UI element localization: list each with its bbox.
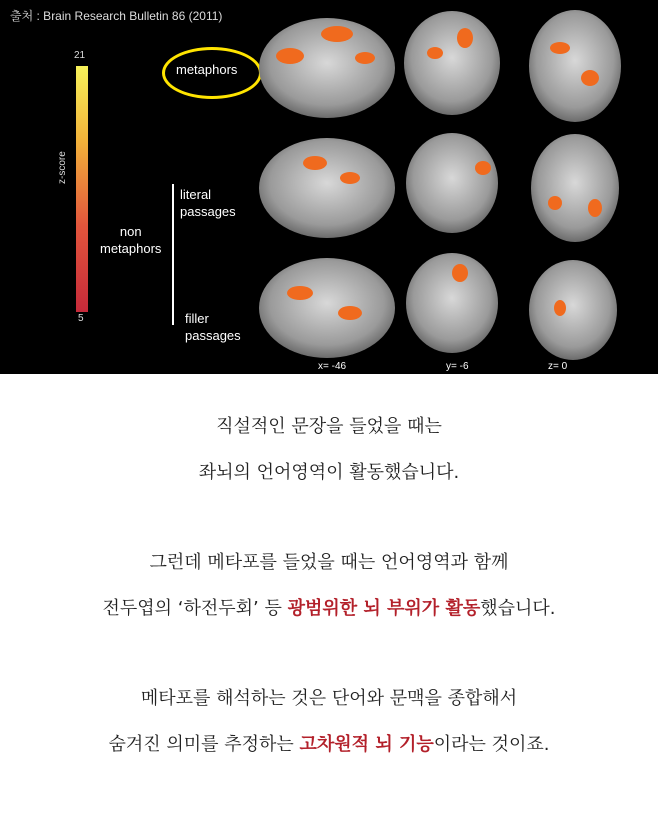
paragraph-3-line-1: 메타포를 해석하는 것은 단어와 문맥을 종합해서 (140, 688, 518, 709)
axial-scan-filler (529, 260, 617, 360)
sagittal-scan-filler (259, 258, 395, 358)
scale-min-label: 5 (78, 313, 84, 324)
row-label-filler: filler passages (185, 311, 241, 343)
source-caption: 출처 : Brain Research Bulletin 86 (2011) (10, 9, 223, 23)
paragraph-2-line-2-pre: 전두엽의 ‘하전두회’ 등 (102, 598, 288, 619)
paragraph-3-line-2-post: 이라는 것이죠. (433, 734, 550, 755)
axial-scan-metaphors (529, 10, 621, 122)
sagittal-scan-literal (259, 138, 395, 238)
scale-max-label: 21 (74, 50, 86, 61)
color-scale-bar (76, 66, 88, 312)
brain-scan-grid (255, 8, 650, 368)
coord-label-z: z= 0 (548, 361, 568, 372)
coord-label-y: y= -6 (446, 361, 469, 372)
row-label-metaphors: metaphors (176, 62, 238, 77)
sagittal-scan-metaphors (259, 18, 395, 118)
paragraph-2-line-2-post: 했습니다. (480, 598, 556, 619)
paragraph-1-line-2: 좌뇌의 언어영역이 활동했습니다. (198, 462, 460, 483)
highlight-broad-activity: 광범위한 뇌 부위가 활동 (287, 598, 481, 619)
coord-label-x: x= -46 (318, 361, 347, 372)
paragraph-3-line-2 (0, 730, 658, 756)
row-label-non-metaphors: non metaphors (100, 224, 162, 256)
coronal-scan-literal (406, 133, 498, 233)
row-label-literal: literal passages (180, 187, 236, 219)
paragraph-2-line-1: 그런데 메타포를 들었을 때는 언어영역과 함께 (149, 552, 509, 573)
axial-scan-literal (531, 134, 619, 242)
coronal-scan-filler (406, 253, 498, 353)
paragraph-3-line-2-pre: 숨겨진 의미를 추정하는 (108, 734, 300, 755)
coronal-scan-metaphors (404, 11, 500, 115)
scale-axis-label: z-score (57, 151, 68, 184)
brain-activation-figure (0, 0, 658, 374)
highlight-higher-function: 고차원적 뇌 기능 (299, 734, 434, 755)
group-brace (172, 184, 174, 325)
paragraph-2-line-2 (0, 594, 658, 620)
paragraph-1-line-1: 직설적인 문장을 들었을 때는 (216, 416, 442, 437)
